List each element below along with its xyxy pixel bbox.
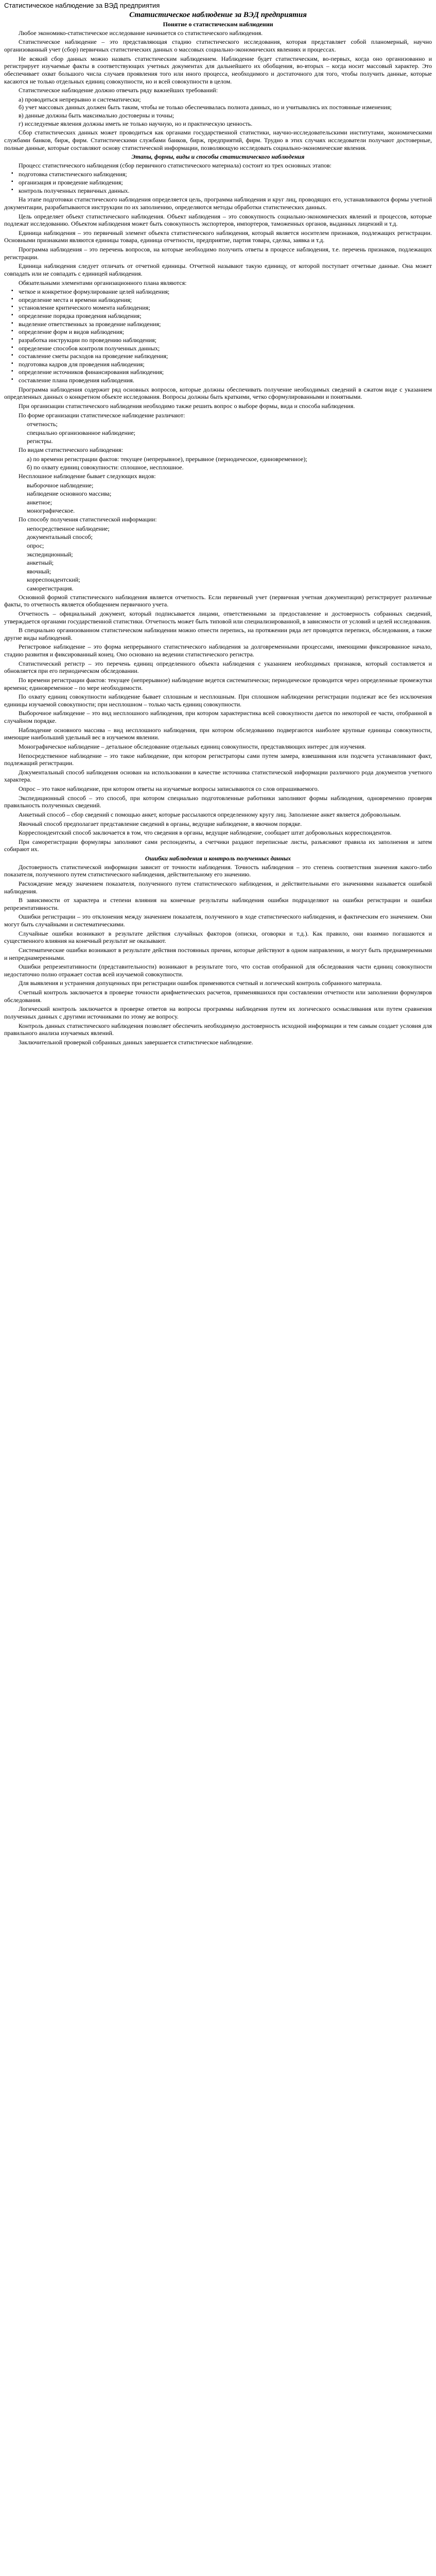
method-item: документальный способ; (27, 533, 93, 541)
method-item: явочный; (27, 567, 51, 575)
paragraph: Непосредственное наблюдение – это такое наблюдение, при котором регистраторы сами путем замера, взвешивания или подсчета устанавливают факт, подлежащий регистрации. (4, 752, 432, 767)
form-item: отчетность; (27, 420, 58, 428)
paragraph: Логический контроль заключается в проверке ответов на вопросы программы наблюдения путем их логического осмысливания или путем сравнения полученных данных с другими источниками по этому же вопросу. (4, 1005, 432, 1020)
paragraph: Программа наблюдения – это перечень вопросов, на которые необходимо получить ответы в процессе наблюдения, т.е. перечень признаков, подлежащих регистрации. (4, 246, 432, 261)
kinds-list (4, 455, 432, 471)
section-heading: Ошибки наблюдения и контроль полученных данных (145, 855, 291, 862)
method-item: непосредственное наблюдение; (27, 524, 110, 532)
forms-list (4, 420, 432, 445)
paragraph: Процесс статистического наблюдения (сбор первичного статистического материала) состоит из трех основных этапов: (19, 161, 332, 169)
methods-list (4, 525, 432, 592)
paragraph: Документальный способ наблюдения основан на использовании в качестве источника статистической информации различного рода документов учетного характера. (4, 768, 432, 784)
plan-item: ▪ определение способов контроля полученных данных; (19, 345, 432, 352)
requirement-item: в) данные должны быть максимально достоверны и точны; (19, 112, 175, 120)
section-paragraphs (4, 29, 432, 94)
plan-item: ▪ определение порядка проведения наблюдения; (19, 312, 432, 320)
plan-item: ▪ составление сметы расходов на проведение наблюдения; (19, 352, 432, 360)
paragraph: Основной формой статистического наблюдения является отчетность. Если первичный учет (первичная учетная документация) регистрирует различные факты, то отчетность является обобщением первичного учета. (4, 593, 432, 608)
section-paragraphs (4, 386, 432, 410)
plan-item: ▪ установление критического момента наблюдения; (19, 304, 432, 312)
section-paragraphs (4, 129, 432, 151)
stage-item: ▪ подготовка статистического наблюдения; (19, 171, 432, 178)
nonfull-list (4, 482, 432, 515)
requirement-item: б) учет массовых данных должен быть таким, чтобы не только обеспечивалась полнота данных, но и учитывались их постоянные изменения; (19, 104, 392, 111)
method-item: анкетный; (27, 559, 54, 567)
paragraph: Статистическое наблюдение должно отвечать ряду важнейших требований: (19, 87, 218, 94)
paragraph: Систематические ошибки возникают в результате действия постоянных причин, которые действуют в одном направлении, и могут быть преднамеренными и непреднамеренными. (4, 946, 432, 961)
requirement-item: г) исследуемые явления должны иметь не только научную, но и практическую ценность. (19, 120, 253, 127)
plan-item: ▪ подготовка кадров для проведения наблюдения; (19, 361, 432, 368)
paragraph: При организации статистического наблюдения необходимо также решить вопрос о выборе формы, вида и способа наблюдения. (19, 402, 355, 410)
method-item: экспедиционный; (27, 550, 73, 558)
plan-item: ▪ определение места и времени наблюдения; (19, 296, 432, 304)
paragraph: Счетный контроль заключается в проверке точности арифметических расчетов, применявшихся при составлении отчетности или заполнении формуляров обследования. (4, 989, 432, 1004)
paragraph: Статистическое наблюдение – это представляющая стадию статистического исследования, которая представляет собой планомерный, научно организованный учет (сбор) первичных статистических данных о массовых социально-экономических явлениях и процессах. (4, 38, 432, 54)
paragraph: Сбор статистических данных может проводиться как органами государственной статистики, научно-исследовательскими институтами, экономическими службами банков, бирж, фирм. Статистическими службами банков, бирж, предприятий, фирм. Трудно в этих случаях исследователи получают достоверные, полные данные, которые составляют основу статистической информации, позволяющую исследовать социально-экономические явления. (4, 129, 432, 151)
paragraph: Регистровое наблюдение – это форма непрерывного статистического наблюдения за долговременными процессами, имеющими фиксированное начало, стадию развития и фиксированный конец. Оно основано на ведении статистического регистра. (4, 643, 432, 658)
section-paragraphs (4, 863, 432, 1046)
paragraph: Статистический регистр – это перечень единиц определенного объекта наблюдения с указанием необходимых признаков, который составляется и обновляется при его периодическом обследовании. (4, 659, 432, 675)
paragraph: Обязательными элементами организационного плана являются: (19, 279, 187, 286)
method-item: опрос; (27, 541, 44, 549)
paragraph: Единица наблюдения – это первичный элемент объекта статистического наблюдения, который является носителем признаков, подлежащих регистрации. Основными признаками являются единицы товара, единица отчетности, предприятие, партия товара, сделка, заявка и т.д. (4, 229, 432, 244)
section-paragraphs (4, 196, 432, 286)
paragraph: Выборочное наблюдение – это вид несплошного наблюдения, при котором характеристика всей совокупности дается по некоторой ее части, отобранной в случайном порядке. (4, 709, 432, 725)
plan-item: ▪ четкое и конкретное формулирование целей наблюдения; (19, 288, 432, 296)
paragraph: Ошибки репрезентативности (представительности) возникают в результате того, что состав отобранной для обследования части единиц совокупности недостаточно полно отражает состав всей изучаемой совокупности. (4, 963, 432, 978)
section-errors (4, 855, 432, 1046)
method-item: саморегистрация. (27, 585, 74, 592)
paragraph: Корреспондентский способ заключается в том, что сведения в органы, ведущие наблюдение, сообщает штат добровольных корреспондентов. (19, 829, 392, 837)
paragraph: Расхождение между значением показателя, полученного путем статистического наблюдения, и действительными его значениями называется ошибкой наблюдения. (4, 879, 432, 895)
plan-items-list (4, 288, 432, 384)
paragraph: Цель определяет объект статистического наблюдения. Объект наблюдения – это совокупность социально-экономических явлений и процессов, которые подлежат исследованию. Объектом наблюдения может быть совокупность экспортеров, импортеров, таможенных органов, выданных лицензий и т.д. (4, 212, 432, 228)
nonfull-item: выборочное наблюдение; (27, 481, 94, 489)
nonfull-item: монографическое. (27, 507, 75, 515)
kind-item: б) по охвату единиц совокупности: сплошное, несплошное. (27, 464, 184, 471)
page (0, 0, 436, 1046)
plan-item: ▪ составление плана проведения наблюдения. (19, 377, 432, 384)
section-paragraphs (4, 162, 432, 170)
plan-item: ▪ выделение ответственных за проведение наблюдения; (19, 320, 432, 328)
nonfull-intro: Несплошное наблюдение бывает следующих видов: (19, 472, 156, 480)
paragraph: Для выявления и устранения допущенных при регистрации ошибок применяются счетный и логический контроль собранного материала. (19, 979, 382, 987)
kind-item: а) по времени регистрации фактов: текущее (непрерывное), прерывное (периодическое, единовременное); (27, 455, 307, 463)
nonfull-item: наблюдение основного массива; (27, 490, 112, 498)
paragraph: Достоверность статистической информации зависит от точности наблюдения. Точность наблюдения – это степень соответствия значения какого-либо показателя, полученного путем статистического наблюдения, действительному его значению. (4, 863, 432, 878)
method-item: корреспондентский; (27, 576, 80, 584)
plan-item: ▪ определение источников финансирования наблюдения; (19, 368, 432, 376)
stages-list (4, 171, 432, 194)
paragraph: Заключительной проверкой собранных данных завершается статистическое наблюдение. (19, 1038, 253, 1046)
paragraph: По времени регистрации фактов: текущее (непрерывное) наблюдение ведется систематически; периодическое проводится через определенные промежутки времени; единовременное – по мере необходимости. (4, 676, 432, 691)
paragraph: Отчетность – официальный документ, который подписывается лицами, ответственными за предоставление и достоверность собранных сведений, утверждается органами государственной статистики. Отчетность может быть типовой или специализированной, в зависимости от условий и целей исследования. (4, 609, 432, 625)
requirements-list (4, 96, 432, 128)
forms-intro: По форме организации статистическое наблюдение различают: (19, 411, 185, 419)
paragraph: Программа наблюдения содержит ряд основных вопросов, которые должны обеспечивать получение необходимых сведений в сжатом виде с указанием определенных данных о конкретном объекте исследования. Вопросы должны быть краткими, четко сформулированными и понятными. (4, 385, 432, 401)
paragraph: По охвату единиц совокупности наблюдение бывает сплошным и несплошным. При сплошном наблюдении регистрации подлежат все без исключения единицы изучаемой совокупности; при несплошном – только часть единиц совокупности. (4, 693, 432, 708)
section-stages (4, 153, 432, 853)
stage-item: ▪ контроль полученных первичных данных. (19, 187, 432, 195)
requirement-item: а) проводиться непрерывно и систематически; (19, 95, 141, 103)
paragraph: Любое экономико-статистическое исследование начинается со статистического наблюдения. (19, 29, 263, 37)
paragraph: Ошибки регистрации – это отклонения между значением показателя, полученного в ходе статистического наблюдения, и фактическим его значением. Они могут быть случайными и систематическими. (4, 913, 432, 928)
methods-intro: По способу получения статистической информации: (19, 516, 157, 523)
paragraph: На этапе подготовки статистического наблюдения определяется цель, программа наблюдения и круг лиц, проводящих его, устанавливаются формы учетной документации, разрабатываются инструкции по их заполнению, определяются методы обработки статистических данных. (4, 196, 432, 211)
section-heading: Понятие о статистическом наблюдении (163, 21, 273, 28)
paragraph: В специально организованном статистическом наблюдении можно отнести перепись, на протяжении ряда лет проводятся переписи, обследования, а также другие виды наблюдений. (4, 626, 432, 641)
section-paragraphs (4, 594, 432, 853)
form-item: специально организованное наблюдение; (27, 429, 135, 436)
paragraph: Не всякий сбор данных можно назвать статистическим наблюдением. Наблюдение будет статистическим, во-первых, когда оно организованно и регистрирует изучаемые факты в соответствующих учетных документах для дальнейшего их обобщения, во-вторых – когда носит массовый характер. Это обеспечивает охват большого числа случаев проявления того или иного процесса, необходимого и достаточного для того, чтобы получить данные, которые касаются не только отдельных единиц совокупности, но и всей совокупности в целом. (4, 55, 432, 85)
nonfull-item: анкетное; (27, 498, 53, 506)
paragraph: При саморегистрации формуляры заполняют сами респонденты, а счетчики раздают переписные листы, разъясняют правила их заполнения и затем собирают их. (4, 838, 432, 853)
paragraph: Опрос – это такое наблюдение, при котором ответы на изучаемые вопросы записываются со слов опрашиваемого. (19, 785, 319, 793)
kinds-intro: По видам статистического наблюдения: (19, 446, 124, 454)
plan-item: ▪ определение форм и видов наблюдения; (19, 328, 432, 336)
paragraph: Монографическое наблюдение – детальное обследование отдельных единиц совокупности, представляющих интерес для изучения. (19, 742, 366, 750)
section-heading: Этапы, формы, виды и способы статистического наблюдения (131, 153, 305, 161)
paragraph: В зависимости от характера и степени влияния на конечные результаты наблюдения ошибки подразделяют на ошибки регистрации и ошибки репрезентативности. (4, 896, 432, 911)
paragraph: Случайные ошибки возникают в результате действия случайных факторов (описки, оговорки и т.д.). Как правило, они взаимно погашаются и существенного влияния на конечный результат не оказывают. (4, 929, 432, 945)
page-header: Статистическое наблюдение за ВЭД предприятия (4, 2, 160, 9)
paragraph: Единица наблюдения следует отличать от отчетной единицы. Отчетной называют такую единицу, от которой поступает отчетные данные. Она может совпадать или не совпадать с единицей наблюдения. (4, 262, 432, 277)
paragraph: Контроль данных статистического наблюдения позволяет обеспечить необходимую достоверность исходной информации и тем самым создает условия для правильного анализа изучаемых явлений. (4, 1022, 432, 1037)
stage-item: ▪ организация и проведение наблюдения; (19, 179, 432, 187)
paragraph: Анкетный способ – сбор сведений с помощью анкет, которые рассылаются определенному кругу лиц. Заполнение анкет является добровольным. (19, 810, 402, 818)
paragraph: Наблюдение основного массива – вид несплошного наблюдения, при котором обследованию подвергаются наиболее крупные единицы совокупности, имеющие наибольший удельный вес в изучаемом явлении. (4, 726, 432, 741)
section-concept (4, 21, 432, 151)
paragraph: Явочный способ предполагает представление сведений в органы, ведущие наблюдение, в явочном порядке. (19, 820, 302, 827)
plan-item: ▪ разработка инструкции по проведению наблюдения; (19, 336, 432, 344)
form-item: регистры. (27, 437, 53, 445)
paragraph: Экспедиционный способ – это способ, при котором специально подготовленные работники заполняют формы наблюдения, одновременно проверяя правильность полученных сведений. (4, 794, 432, 809)
document-title: Статистическое наблюдение за ВЭД предприятия (129, 10, 307, 19)
